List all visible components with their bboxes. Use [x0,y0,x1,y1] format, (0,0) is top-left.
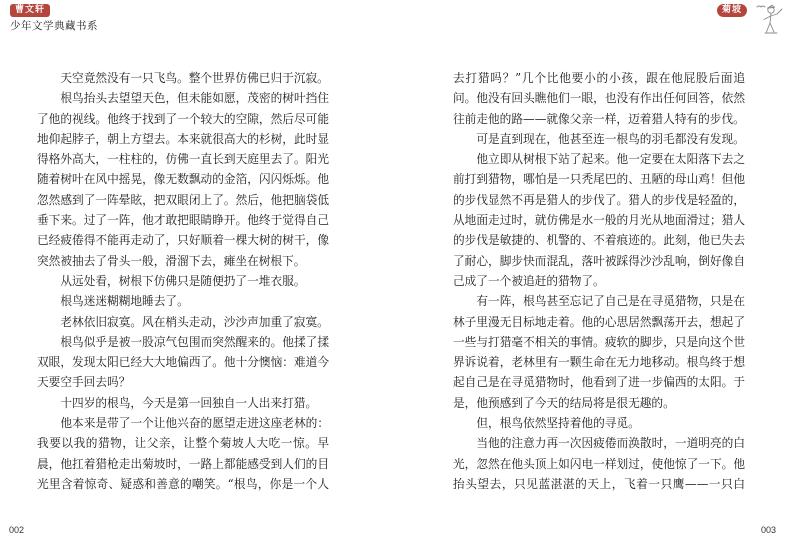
paragraph: 但，根鸟依然坚持着他的寻觅。 [476,416,640,431]
paragraph: 他立即从树根下站了起来。他一定要在太阳落下去之前打到猎物，哪怕是一只秃尾巴的、丑陋的母山鸡！但他的步伐显然不再是猎人的步伐了。猎人的步伐是轻盈的，从地面走过时，就仿佛是水一般的月光从地面滑过；猎人的步伐是敏捷的、机警的、不着痕迹的。此刻，他已失去了耐心，脚步快而混乱，落叶被踩得沙沙乱响，倒好像自己成了一个被追赶的猎物了。 [453,152,745,288]
paragraph: 根鸟迷迷糊糊地睡去了。 [60,294,189,309]
right-page [395,0,790,541]
page-number: 002 [9,525,25,535]
author-badge: 曹文轩 [10,4,50,17]
paragraph: 他本来是带了一个让他兴奋的愿望走进这座老林的：我要以我的猎物，让父亲，让整个菊坡人大吃一惊。早晨，他扛着猎枪走出菊坡时，一路上都能感受到人们的目光里含着惊奇、疑惑和善意的嘲笑。“根鸟，你是一个人 [37,416,329,491]
chapter-badge: 菊坡 [717,4,747,17]
series-title: 少年文学典藏书系 [10,20,98,32]
paragraph: 去打猎吗？”几个比他要小的小孩，跟在他屁股后面追问。他没有回头瞧他们一眼，也没有作出任何回答，依然往前走他的路——就像父亲一样，迈着猎人特有的步伐。 [453,71,745,126]
paragraph: 从远处看，树根下仿佛只是随便扔了一堆衣服。 [60,273,306,288]
sketch-figure-icon [751,1,787,37]
paragraph: 十四岁的根鸟，今天是第一回独自一人出来打猎。 [60,395,318,410]
right-page-text [453,68,745,536]
paragraph: 老林依旧寂寞。风在梢头走动，沙沙声加重了寂寞。 [60,314,329,329]
paragraph: 有一阵，根鸟甚至忘记了自己是在寻觅猎物，只是在林子里漫无目标地走着。他的心思居然飘荡开去，想起了一些与打猎毫不相关的事情。疲软的脚步，只是向这个世界诉说着，老林里有一颗生命在无力地移动。根鸟终于想起自己是在寻觅猎物时，他看到了进一步偏西的太阳。于是，他预感到了今天的结局将是很无趣的。 [453,294,745,410]
paragraph: 根鸟抬头去望望天色，但未能如愿，茂密的树叶挡住了他的视线。他终于找到了一个较大的空隙，然后尽可能地仰起脖子，朝上方望去。本来就很高大的杉树，此时显得格外高大，一柱柱的，仿佛一直长到天庭里去了。阳光随着树叶在风中摇晃，像无数飘动的金箔，闪闪烁烁。他忽然感到了一阵晕眩，把双眼闭上了。然后，他把脑袋低垂下来。过了一阵，他才敢把眼睛睁开。他终于觉得自己已经疲倦得不能再走动了，只好顺着一棵大树的树干，像突然被抽去了骨头一般，滑溜下去，瘫坐在树根下。 [37,91,329,268]
paragraph: 根鸟似乎是被一股凉气包围而突然醒来的。他揉了揉双眼，发现太阳已经大大地偏西了。他十分懊恼：难道今天要空手回去吗？ [37,334,329,390]
paragraph: 可是直到现在，他甚至连一根鸟的羽毛都没有发现。 [476,131,745,146]
paragraph: 天空竟然没有一只飞鸟。整个世界仿佛已归于沉寂。 [60,71,329,85]
paragraph: 当他的注意力再一次因疲倦而涣散时，一道明亮的白光，忽然在他头顶上如闪电一样划过，使他惊了一下。他抬头望去，只见蓝湛湛的天上，飞着一只鹰——一只白 [453,436,745,491]
page-number: 003 [760,525,776,535]
left-page-text [37,68,329,536]
